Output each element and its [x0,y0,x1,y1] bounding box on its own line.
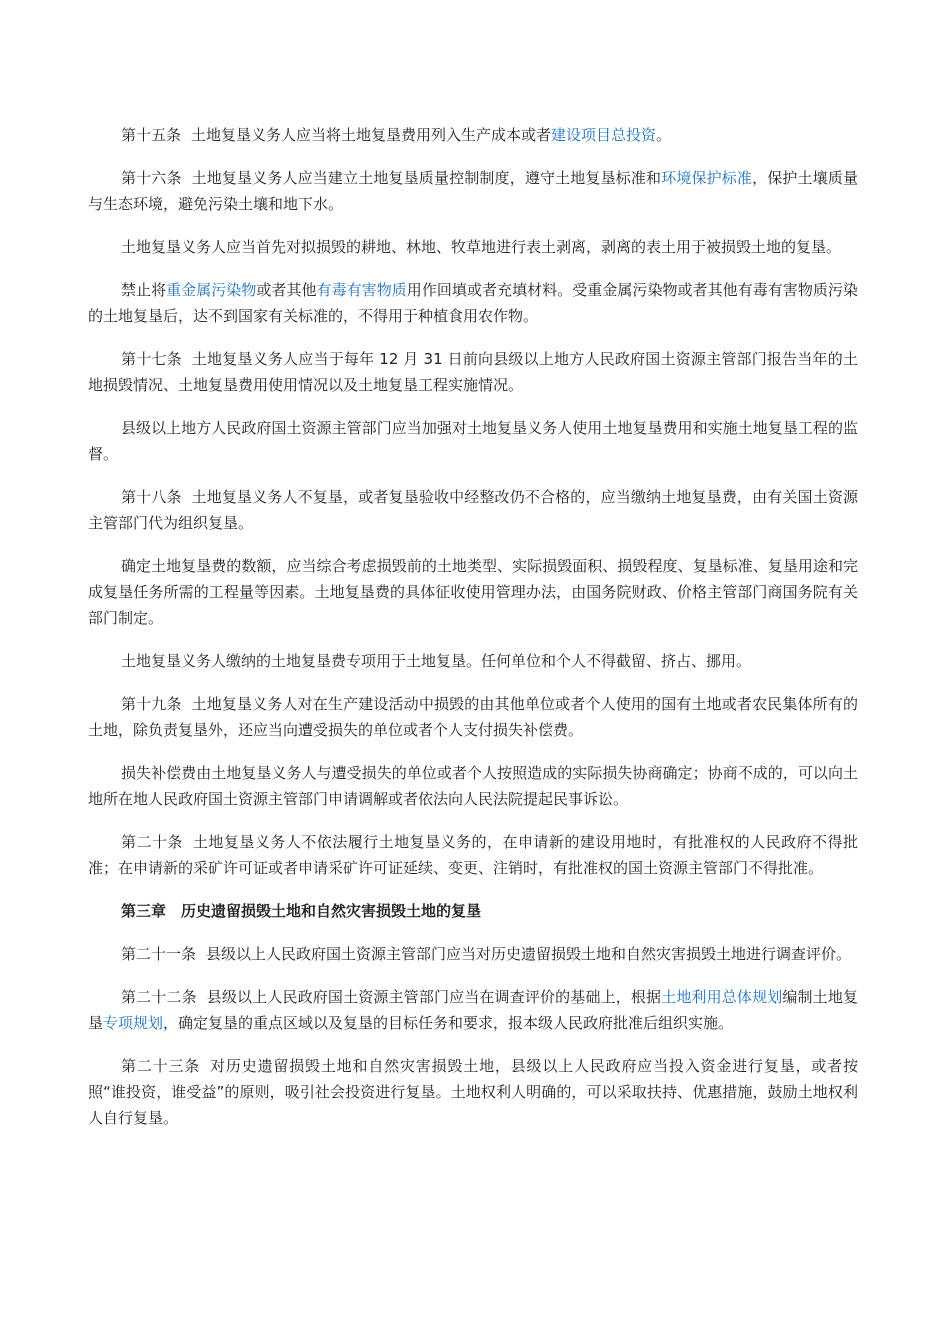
paragraph-text: 土地复垦义务人应当于每年 12 月 31 日前向县级以上地方人民政府国土资源主管部门报告当年的土地损毁情况、土地复垦费用使用情况以及土地复垦工程实施情况。 [88,350,858,394]
paragraph [88,829,858,881]
article-number: 第十六条 [121,169,182,187]
term-link[interactable]: 重金属污染物 [166,281,257,299]
paragraph-text: 土地复垦义务人应当将土地复垦费用列入生产成本或者 [191,126,552,144]
article-number: 第二十二条 [121,988,197,1006]
article-number: 第十五条 [121,126,182,144]
paragraph-text: 土地复垦义务人应当建立土地复垦质量控制制度，遵守土地复垦标准和 [191,169,662,187]
article-number: 第二十三条 [121,1057,201,1075]
paragraph-text: ，保护土壤质量与生态环境，避免污染土壤和地下水。 [88,169,858,213]
paragraph [88,415,858,467]
paragraph-text: 县级以上人民政府国土资源主管部门应当对历史遗留损毁土地和自然灾害损毁土地进行调查评价。 [206,945,852,963]
paragraph-text: 编制土地复垦 [88,988,858,1032]
paragraph-text: 用作回填或者充填材料。受重金属污染物或者其他有毒有害物质污染的土地复垦后，达不到国家有关标准的，不得用于种植食用农作物。 [88,281,858,325]
paragraph [88,484,858,536]
paragraph [88,691,858,743]
paragraph [88,165,858,217]
paragraph [88,277,858,329]
paragraph-text: 土地复垦义务人不依法履行土地复垦义务的，在申请新的建设用地时，有批准权的人民政府不得批准；在申请新的采矿许可证或者申请采矿许可证延续、变更、注销时，有批准权的国土资源主管部门不得批准。 [88,833,858,877]
paragraph [88,984,858,1036]
article-number: 第二十一条 [121,945,197,963]
paragraph-text: 土地复垦义务人缴纳的土地复垦费专项用于土地复垦。任何单位和个人不得截留、挤占、挪用。 [121,652,752,670]
article-number: 第十九条 [121,695,182,713]
paragraph [88,234,858,260]
paragraph [88,941,858,967]
article-number: 第十八条 [121,488,182,506]
article-number: 第十七条 [121,350,182,368]
paragraph [88,1053,858,1131]
paragraph-text: 土地复垦义务人不复垦，或者复垦验收中经整改仍不合格的，应当缴纳土地复垦费，由有关国土资源主管部门代为组织复垦。 [88,488,858,532]
paragraph [88,122,858,148]
term-link[interactable]: 环境保护标准 [661,169,753,187]
term-link[interactable]: 有毒有害物质 [316,281,407,299]
paragraph-text: 。 [656,126,672,144]
article-number: 第二十条 [121,833,183,851]
article-block-2 [88,941,858,1131]
paragraph-text: 禁止将 [121,281,167,299]
paragraph-text: 县级以上人民政府国土资源主管部门应当在调查评价的基础上，根据 [206,988,662,1006]
term-link[interactable]: 专项规划 [103,1014,164,1032]
chapter-heading: 第三章 历史遗留损毁土地和自然灾害损毁土地的复垦 [121,902,482,920]
term-link[interactable]: 土地利用总体规划 [661,988,783,1006]
document-body [88,122,858,1148]
paragraph [88,553,858,631]
paragraph-text: 土地复垦义务人应当首先对拟损毁的耕地、林地、牧草地进行表土剥离，剥离的表土用于被损毁土地的复垦。 [121,238,842,256]
paragraph [88,648,858,674]
article-block-1 [88,122,858,881]
paragraph-text: 损失补偿费由土地复垦义务人与遭受损失的单位或者个人按照造成的实际损失协商确定；协商不成的，可以向土地所在地人民政府国土资源主管部门申请调解或者依法向人民法院提起民事诉讼。 [88,764,858,808]
paragraph [88,346,858,398]
paragraph-text: 县级以上地方人民政府国土资源主管部门应当加强对土地复垦义务人使用土地复垦费用和实施土地复垦工程的监督。 [88,419,858,463]
paragraph-text: 土地复垦义务人对在生产建设活动中损毁的由其他单位或者个人使用的国有土地或者农民集体所有的土地，除负责复垦外，还应当向遭受损失的单位或者个人支付损失补偿费。 [88,695,858,739]
paragraph-text: ，确定复垦的重点区域以及复垦的目标任务和要求，报本级人民政府批准后组织实施。 [163,1014,734,1032]
paragraph-text: 或者其他 [256,281,317,299]
term-link[interactable]: 建设项目总投资 [551,126,657,144]
paragraph [88,760,858,812]
paragraph-text: 对历史遗留损毁土地和自然灾害损毁土地，县级以上人民政府应当投入资金进行复垦，或者按照“谁投资，谁受益”的原则，吸引社会投资进行复垦。土地权利人明确的，可以采取扶持、优惠措施，鼓励土地权利人自行复垦。 [88,1057,858,1127]
paragraph-text: 确定土地复垦费的数额，应当综合考虑损毁前的土地类型、实际损毁面积、损毁程度、复垦标准、复垦用途和完成复垦任务所需的工程量等因素。土地复垦费的具体征收使用管理办法，由国务院财政、价格主管部门商国务院有关部门制定。 [88,557,858,627]
